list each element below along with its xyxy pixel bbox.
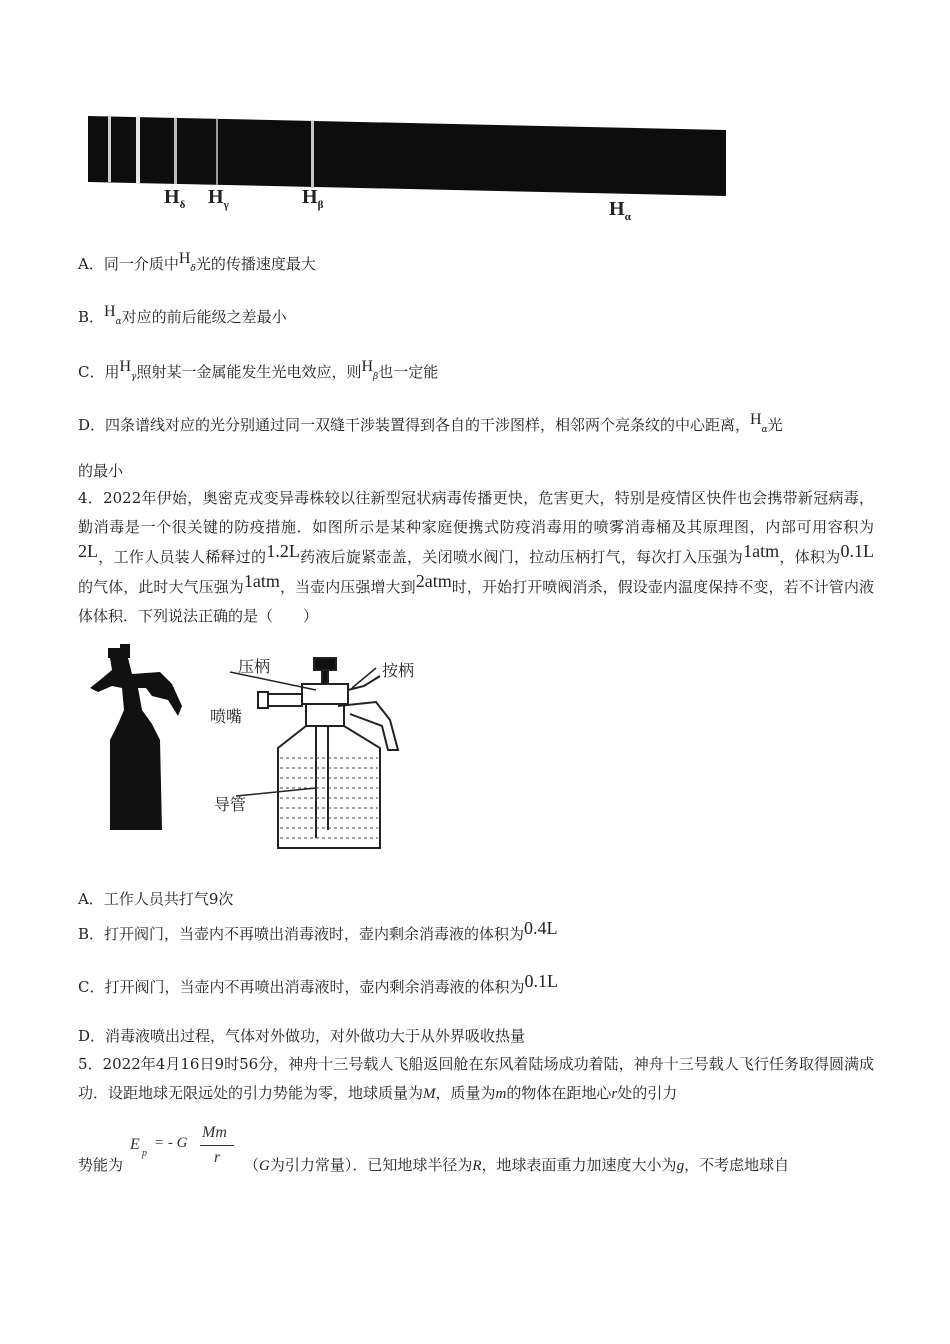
spectrum-line-h-gamma (216, 119, 218, 185)
q4-option-c: C．打开阀门，当壶内不再喷出消毒液时，壶内剩余消毒液的体积为0.1L (78, 971, 558, 996)
hydrogen-spectrum-figure (84, 110, 744, 234)
q4-option-a: A．工作人员共打气9次 (78, 890, 234, 908)
label-h-alpha: $H_\alpha$ (609, 198, 631, 223)
q4-option-b: B．打开阀门，当壶内不再喷出消毒液时，壶内剩余消毒液的体积为0.4L (78, 918, 558, 943)
q3-option-c: C．用$H_\gamma$照射某一金属能发生光电效应，则$H_\beta$也一定能 (78, 358, 439, 382)
label-press-handle: 压柄 (238, 657, 271, 676)
q3-option-b: B．$H_\alpha$对应的前后能级之差最小 (78, 303, 287, 327)
spectrum-line-h-delta (174, 118, 177, 184)
label-h-beta: $H_\beta$ (302, 186, 324, 211)
sprayer-figure (80, 640, 440, 855)
label-nozzle: 喷嘴 (210, 707, 243, 726)
label-tube: 导管 (214, 795, 247, 814)
q3-option-d-cont: 的最小 (78, 462, 124, 480)
spectrum-line-1 (108, 116, 111, 182)
sprayer-bottle-silhouette (90, 644, 182, 830)
sprayer-schematic (258, 658, 398, 848)
spectrum-line-2 (136, 116, 140, 183)
q5-line2-cont: （G为引力常量）．已知地球半径为R，地球表面重力加速度大小为g，不考虑地球自 (244, 1156, 790, 1174)
q3-option-a: A．同一介质中$H_\delta$光的传播速度最大 (78, 250, 316, 274)
spectrum-line-h-beta (311, 121, 314, 188)
spectrum-image (84, 110, 744, 230)
q5-stem: 5．2022年4月16日9时56分，神舟十三号载人飞船返回舱在东风着陆场成功着陆，神舟十三号载人飞行任务取得圆满成功．设距地球无限远处的引力势能为零，地球质量为M，质量为m的物体在距地心r处的引力 (78, 1055, 874, 1102)
label-h-gamma: $H_\gamma$ (208, 186, 229, 211)
fraction-bar (200, 1145, 234, 1146)
q5-line2: 势能为 (78, 1156, 124, 1174)
label-push-handle: 按柄 (382, 661, 415, 680)
q3-option-d: D．四条谱线对应的光分别通过同一双缝干涉装置得到各自的干涉图样，相邻两个亮条纹的中心距离，$H_\alpha$光 (78, 411, 783, 435)
q4-stem: 4．2022年伊始，奥密克戎变异毒株较以往新型冠状病毒传播更快，危害更大，特别是疫情区快件也会携带新冠病毒，勤消毒是一个很关键的防疫措施．如图所示是某种家庭便携式防疫消毒用的喷雾消毒桶及其原理图，内部可用容积为2L，工作人员装人稀释过的1.2L药液后旋紧壶盖，关闭喷水阀门，拉动压柄打气，每次打入压强为1atm，体积为0.1L的气体，此时大气压强为1atm，当壶内压强增大到2atm时，开始打开喷阀消杀，假设壶内温度保持不变，若不计管内液体体积．下列说法正确的是（ ） (78, 489, 874, 625)
spectrum-band (88, 116, 726, 196)
label-h-delta: $H_\delta$ (164, 186, 186, 211)
potential-energy-formula: E p = - G Mm r (130, 1122, 240, 1172)
q4-option-d: D．消毒液喷出过程，气体对外做功，对外做功大于从外界吸收热量 (78, 1027, 526, 1045)
